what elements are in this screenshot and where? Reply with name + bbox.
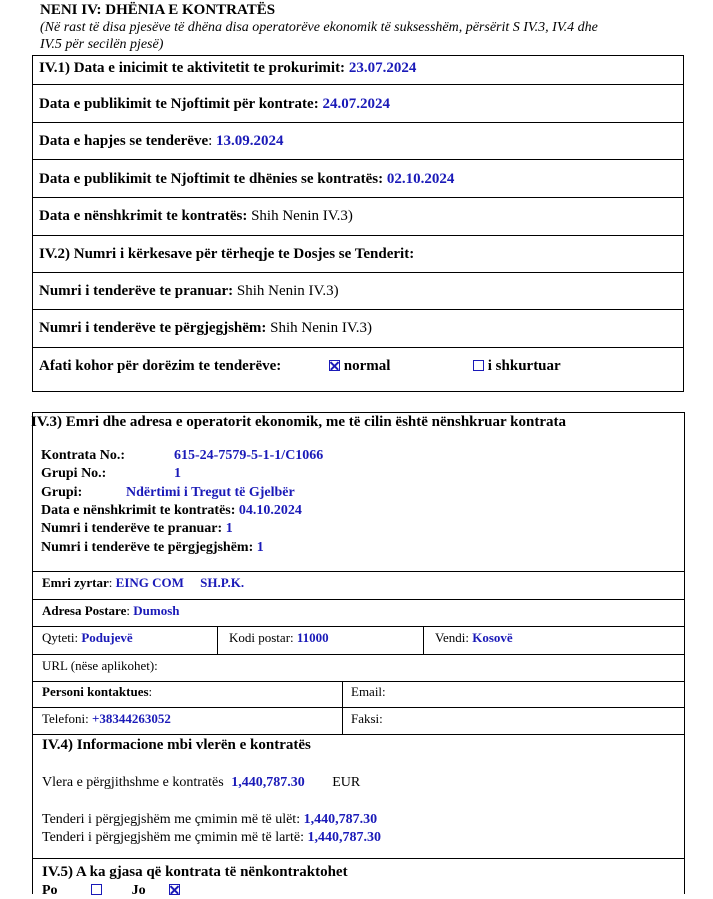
phone: Telefoni: +38344263052 — [42, 711, 171, 726]
total-contract-value: Vlera e përgjithshme e kontratës 1,440,787.30 EUR — [42, 775, 361, 790]
checkbox-checked-icon[interactable] — [329, 360, 340, 371]
group-no-value: 1 — [174, 466, 181, 481]
postal-address: Adresa Postare: Dumosh — [42, 603, 180, 618]
initiation-date-value: 23.07.2024 — [348, 60, 417, 76]
checkbox-empty-icon[interactable] — [91, 884, 102, 895]
row-opening-date: Data e hapjes se tenderëve: 13.09.2024 — [39, 133, 284, 149]
section-note-cont: IV.5 për secilën pjesë) — [40, 37, 164, 52]
checkbox-checked-icon[interactable] — [169, 884, 180, 895]
section-note: (Në rast të disa pjesëve të dhëna disa operatorëve ekonomik të suksesshëm, përsërit S IV.3, IV.4 dhe — [40, 20, 598, 35]
email-label: Email: — [351, 684, 386, 699]
accepted-tenders: Numri i tenderëve te pranuar: 1 — [41, 521, 233, 536]
row-withdrawal-requests: IV.2) Numri i kërkesave për tërheqje te Dosjes se Tenderit: — [39, 246, 415, 262]
row-responsive-tenders: Numri i tenderëve te përgjegjshëm: Shih Nenin IV.3) — [39, 320, 372, 336]
value-section-title: IV.4) Informacione mbi vlerën e kontratës — [42, 737, 311, 753]
row-award-notice-date: Data e publikimit te Njoftimit te dhënies se kontratës: 02.10.2024 — [39, 171, 455, 187]
row-accepted-tenders: Numri i tenderëve te pranuar: Shih Nenin IV.3) — [39, 283, 339, 299]
group-value: Ndërtimi i Tregut të Gjelbër — [126, 485, 295, 500]
operator-section-title: IV.3) Emri dhe adresa e operatorit ekonomik, me të cilin është nënshkruar kontrata — [31, 414, 566, 430]
subcontract-options: Po Jo — [42, 883, 180, 899]
responsive-tenders: Numri i tenderëve te përgjegjshëm: 1 — [41, 540, 264, 555]
row-publication-date: Data e publikimit te Njoftimit për kontrate: 24.07.2024 — [39, 96, 390, 112]
subcontract-section-title: IV.5) A ka gjasa që kontrata të nënkontraktohet — [42, 864, 348, 880]
city: Qyteti: Podujevë — [42, 630, 133, 645]
row-initiation-date: IV.1) Data e inicimit te aktivitetit te prokurimit: 23.07.2024 — [39, 60, 417, 76]
contract-sign-date: Data e nënshkrimit te kontratës: 04.10.2024 — [41, 503, 302, 518]
publication-date-value: 24.07.2024 — [322, 96, 390, 112]
section-title: NENI IV: DHËNIA E KONTRATËS — [40, 2, 276, 18]
dates-table — [32, 55, 684, 392]
row-signing-date: Data e nënshkrimit te kontratës: Shih Nenin IV.3) — [39, 208, 353, 224]
option-shortened[interactable]: i shkurtuar — [473, 358, 561, 375]
highest-price-tender: Tenderi i përgjegjshëm me çmimin më të lartë: 1,440,787.30 — [42, 830, 381, 845]
contract-no-label: Kontrata No.: — [41, 448, 125, 463]
contract-no-value: 615-24-7579-5-1-1/C1066 — [174, 448, 324, 463]
official-name: Emri zyrtar: EING COM SH.P.K. — [42, 575, 245, 590]
fax-label: Faksi: — [351, 711, 383, 726]
operator-section — [31, 412, 685, 898]
country: Vendi: Kosovë — [435, 630, 513, 645]
row-deadline-label: Afati kohor për dorëzim te tenderëve: — [39, 358, 282, 374]
group-no-label: Grupi No.: — [41, 466, 107, 481]
contact-person: Personi kontaktues: — [42, 684, 153, 699]
award-notice-date-value: 02.10.2024 — [386, 171, 455, 187]
group-label: Grupi: — [41, 485, 83, 500]
opening-date-value: 13.09.2024 — [216, 133, 284, 149]
url-label: URL (nëse aplikohet): — [42, 658, 158, 673]
checkbox-empty-icon[interactable] — [473, 360, 484, 371]
lowest-price-tender: Tenderi i përgjegjshëm me çmimin më të ulët: 1,440,787.30 — [42, 812, 378, 827]
postal-code: Kodi postar: 11000 — [229, 630, 329, 645]
option-normal[interactable]: normal — [329, 358, 390, 375]
